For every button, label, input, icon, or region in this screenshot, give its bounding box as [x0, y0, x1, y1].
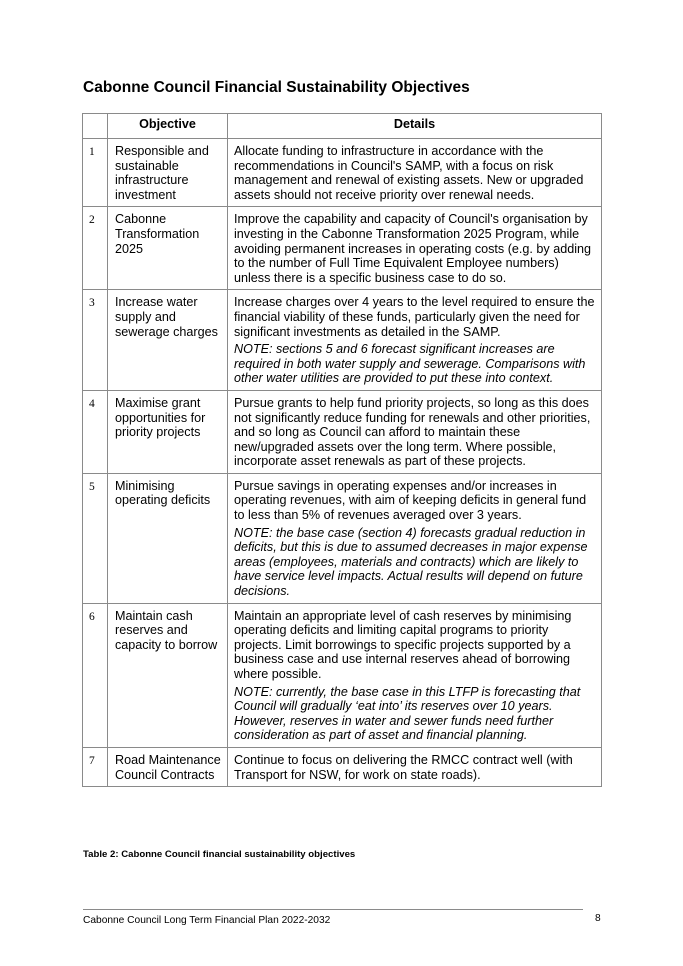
row-objective: Road Maintenance Council Contracts: [108, 747, 228, 786]
header-details: Details: [228, 114, 602, 139]
row-details-cell: [228, 207, 602, 290]
row-number: 2: [83, 207, 108, 290]
row-objective: Maximise grant opportunities for priority projects: [108, 390, 228, 473]
row-details: Pursue grants to help fund priority projects, so long as this does not significantly reduce funding for renewals and other priorities, and so long as Council can afford to maintain these new/upgraded assets over the long term. Where possible, incorporate asset renewals as part of these projects.: [234, 395, 591, 469]
table-row: [83, 290, 602, 391]
page-title: Cabonne Council Financial Sustainability Objectives: [83, 79, 470, 96]
row-objective: Responsible and sustainable infrastructure investment: [108, 139, 228, 207]
page-number: 8: [595, 913, 601, 924]
row-number: 6: [83, 603, 108, 747]
row-details: Maintain an appropriate level of cash reserves by minimising operating deficits and limiting capital programs to priority projects. Limit borrowings to specific projects supported by a business case and use internal reserves ahead of borrowing where possible.: [234, 608, 572, 681]
table-row: [83, 603, 602, 747]
footer-text: Cabonne Council Long Term Financial Plan 2022-2032: [83, 915, 331, 926]
table-row: [83, 747, 602, 786]
row-details-cell: [228, 747, 602, 786]
row-note: NOTE: currently, the base case in this LTFP is forecasting that Council will gradually ‘eat into’ its reserves over 10 years. However, reserves in water and sewer funds need further consideration as part of asset and financial planning.: [234, 684, 581, 743]
table-row: [83, 139, 602, 207]
header-number: [83, 114, 108, 139]
header-objective: Objective: [108, 114, 228, 139]
row-number: 7: [83, 747, 108, 786]
row-objective: Cabonne Transformation 2025: [108, 207, 228, 290]
row-objective: Maintain cash reserves and capacity to borrow: [108, 603, 228, 747]
table-row: [83, 390, 602, 473]
table-row: [83, 473, 602, 603]
row-details-cell: [228, 290, 602, 391]
row-objective: Minimising operating deficits: [108, 473, 228, 603]
row-number: 1: [83, 139, 108, 207]
objectives-table: [82, 113, 602, 787]
footer-divider: [83, 909, 583, 910]
table-header-row: [83, 114, 602, 139]
row-note: NOTE: sections 5 and 6 forecast significant increases are required in both water supply and sewerage. Comparisons with other water utilities are provided to put these into context.: [234, 342, 586, 386]
row-details: Allocate funding to infrastructure in accordance with the recommendations in Council's SAMP, with a focus on risk management and renewal of existing assets. New or upgraded assets should not receive priority over renewal needs.: [234, 144, 584, 202]
row-details: Increase charges over 4 years to the level required to ensure the financial viability of these funds, particularly given the need for significant investments as detailed in the SAMP.: [234, 295, 595, 339]
row-details-cell: [228, 603, 602, 747]
row-objective: Increase water supply and sewerage charges: [108, 290, 228, 391]
row-details-cell: [228, 390, 602, 473]
row-number: 5: [83, 473, 108, 603]
row-details: Improve the capability and capacity of Council's organisation by investing in the Cabonne Transformation 2025 Program, while avoiding permanent increases in operating costs (e.g. by adding to the number of Full Time Equivalent Employee numbers) unless there is a specific business case to do so.: [234, 212, 592, 285]
row-number: 4: [83, 390, 108, 473]
row-note: NOTE: the base case (section 4) forecasts gradual reduction in deficits, but this is due to assumed decreases in major expense areas (employees, materials and contracts) which are likely to have service level impacts. Actual results will depend on future decisions.: [234, 525, 588, 599]
row-details-cell: [228, 473, 602, 603]
table-row: [83, 207, 602, 290]
table-caption: Table 2: Cabonne Council financial sustainability objectives: [83, 849, 356, 860]
row-details-cell: [228, 139, 602, 207]
row-details: Continue to focus on delivering the RMCC contract well (with Transport for NSW, for work on state roads).: [234, 752, 573, 782]
row-number: 3: [83, 290, 108, 391]
row-details: Pursue savings in operating expenses and/or increases in operating revenues, with aim of keeping deficits in general fund to less than 5% of revenues averaged over 3 years.: [234, 478, 587, 523]
